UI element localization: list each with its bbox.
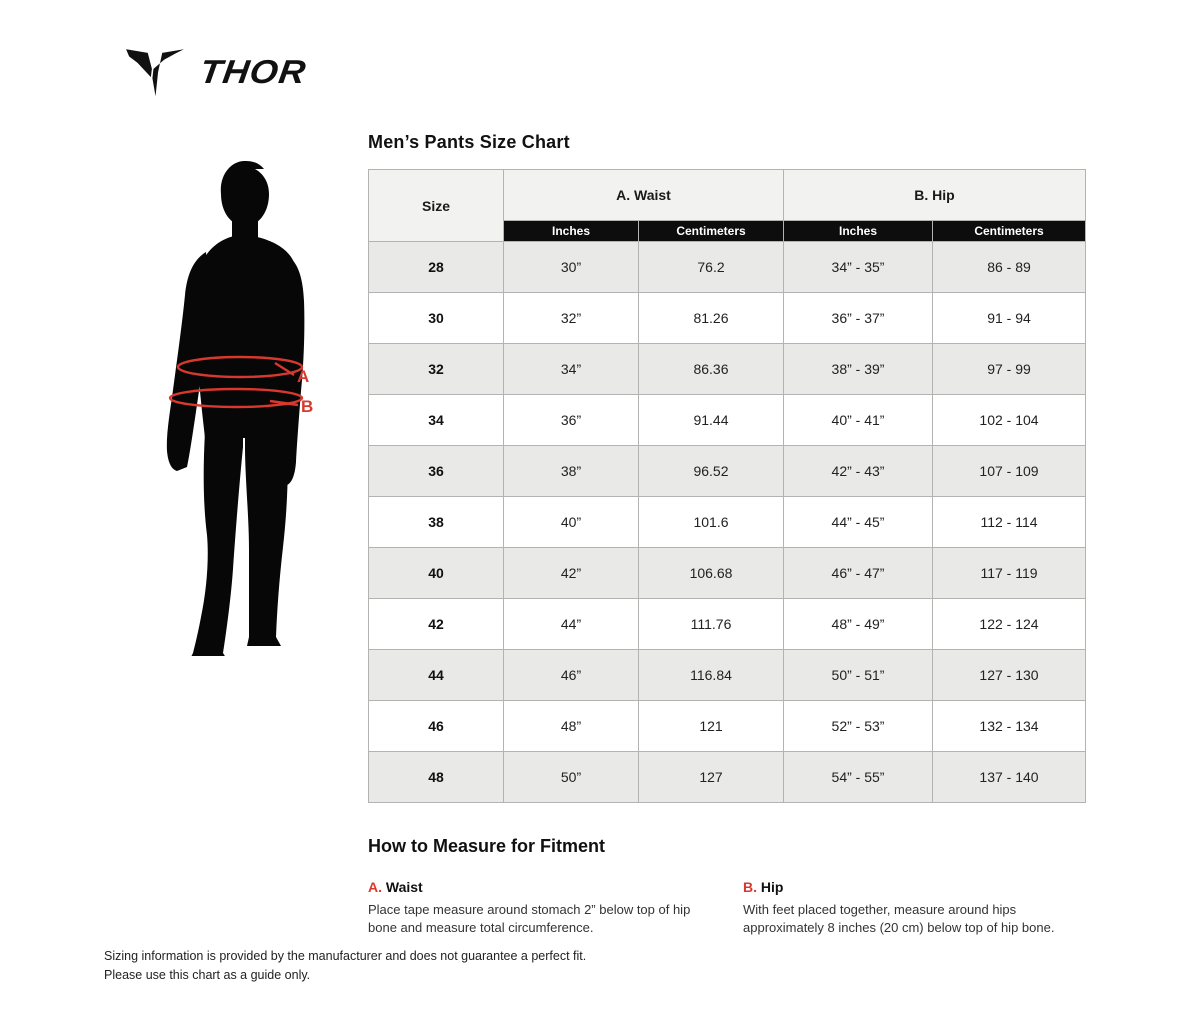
table-cell: 50”	[504, 752, 639, 803]
table-cell: 38	[369, 497, 504, 548]
table-cell: 34”	[504, 344, 639, 395]
table-row	[369, 752, 1086, 803]
subheader-hip-inches: Inches	[784, 221, 933, 242]
table-cell: 32”	[504, 293, 639, 344]
table-row	[369, 599, 1086, 650]
figure-label-b: B	[301, 397, 314, 416]
col-header-hip: B. Hip	[784, 170, 1086, 221]
disclaimer-line-2: Please use this chart as a guide only.	[104, 967, 311, 982]
table-cell: 116.84	[639, 650, 784, 701]
thor-mark-icon	[124, 46, 186, 98]
table-cell: 76.2	[639, 242, 784, 293]
table-cell: 30”	[504, 242, 639, 293]
subheader-waist-centimeters: Centimeters	[639, 221, 784, 242]
table-cell: 40”	[504, 497, 639, 548]
table-cell: 38” - 39”	[784, 344, 933, 395]
table-cell: 36” - 37”	[784, 293, 933, 344]
waist-instructions: Place tape measure around stomach 2” below top of hip bone and measure total circumference.	[368, 902, 691, 936]
table-cell: 40” - 41”	[784, 395, 933, 446]
table-cell: 48”	[504, 701, 639, 752]
table-cell: 91 - 94	[933, 293, 1086, 344]
table-cell: 38”	[504, 446, 639, 497]
brand-wordmark: THOR	[197, 52, 309, 91]
table-cell: 42”	[504, 548, 639, 599]
table-cell: 36	[369, 446, 504, 497]
disclaimer-line-1: Sizing information is provided by the manufacturer and does not guarantee a perfect fit.	[104, 949, 587, 963]
table-cell: 46	[369, 701, 504, 752]
table-cell: 132 - 134	[933, 701, 1086, 752]
table-cell: 107 - 109	[933, 446, 1086, 497]
how-to-hip-heading	[743, 879, 1088, 895]
table-cell: 32	[369, 344, 504, 395]
table-cell: 101.6	[639, 497, 784, 548]
table-cell: 46”	[504, 650, 639, 701]
table-row	[369, 242, 1086, 293]
table-cell: 97 - 99	[933, 344, 1086, 395]
waist-label: Waist	[385, 879, 423, 895]
how-to-waist-heading	[368, 879, 713, 895]
table-cell: 44” - 45”	[784, 497, 933, 548]
hip-letter: B.	[743, 879, 757, 895]
table-cell: 34	[369, 395, 504, 446]
hip-label: Hip	[760, 879, 784, 895]
table-cell: 106.68	[639, 548, 784, 599]
table-row	[369, 293, 1086, 344]
male-silhouette-icon	[148, 156, 338, 656]
table-row	[369, 650, 1086, 701]
table-cell: 96.52	[639, 446, 784, 497]
table-cell: 81.26	[639, 293, 784, 344]
table-cell: 48	[369, 752, 504, 803]
sizing-disclaimer	[104, 947, 586, 985]
table-cell: 50” - 51”	[784, 650, 933, 701]
table-cell: 112 - 114	[933, 497, 1086, 548]
table-cell: 54” - 55”	[784, 752, 933, 803]
hip-instructions: With feet placed together, measure around hips approximately 8 inches (20 cm) below top of hip bone.	[743, 902, 1055, 936]
table-cell: 127 - 130	[933, 650, 1086, 701]
table-cell: 102 - 104	[933, 395, 1086, 446]
table-row	[369, 395, 1086, 446]
table-cell: 34” - 35”	[784, 242, 933, 293]
how-to-waist	[368, 879, 743, 938]
page-title: Men’s Pants Size Chart	[368, 132, 570, 152]
brand-logo	[124, 46, 309, 98]
table-cell: 48” - 49”	[784, 599, 933, 650]
col-header-waist: A. Waist	[504, 170, 784, 221]
waist-letter: A.	[368, 879, 382, 895]
size-table	[368, 169, 1086, 803]
how-to-measure-title: How to Measure for Fitment	[368, 836, 606, 856]
table-cell: 30	[369, 293, 504, 344]
table-cell: 42	[369, 599, 504, 650]
table-row	[369, 446, 1086, 497]
table-row	[369, 497, 1086, 548]
subheader-waist-inches: Inches	[504, 221, 639, 242]
table-cell: 36”	[504, 395, 639, 446]
table-row	[369, 548, 1086, 599]
table-cell: 52” - 53”	[784, 701, 933, 752]
table-cell: 86.36	[639, 344, 784, 395]
measurement-figure	[148, 156, 338, 656]
table-cell: 44”	[504, 599, 639, 650]
table-cell: 40	[369, 548, 504, 599]
table-cell: 127	[639, 752, 784, 803]
table-cell: 137 - 140	[933, 752, 1086, 803]
table-cell: 111.76	[639, 599, 784, 650]
table-cell: 42” - 43”	[784, 446, 933, 497]
table-row	[369, 344, 1086, 395]
table-cell: 28	[369, 242, 504, 293]
subheader-hip-centimeters: Centimeters	[933, 221, 1086, 242]
table-cell: 121	[639, 701, 784, 752]
table-cell: 86 - 89	[933, 242, 1086, 293]
table-cell: 91.44	[639, 395, 784, 446]
table-row	[369, 701, 1086, 752]
table-cell: 117 - 119	[933, 548, 1086, 599]
table-cell: 44	[369, 650, 504, 701]
table-cell: 46” - 47”	[784, 548, 933, 599]
col-header-size: Size	[369, 170, 504, 242]
figure-label-a: A	[297, 367, 310, 386]
how-to-hip	[743, 879, 1088, 938]
table-cell: 122 - 124	[933, 599, 1086, 650]
size-chart	[368, 169, 1086, 803]
how-to-measure-section	[368, 836, 1088, 938]
